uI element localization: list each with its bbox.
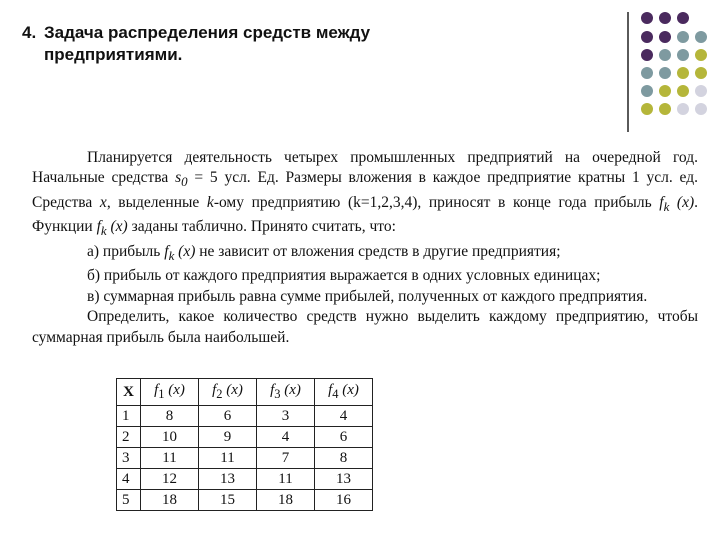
cell-f1: 18 <box>141 490 199 511</box>
math-arg: (x) <box>338 382 359 398</box>
decor-dot <box>677 49 689 61</box>
math-arg: (x) <box>174 242 196 260</box>
cell-f4: 4 <box>315 406 373 427</box>
table-row <box>117 448 373 469</box>
cell-f2: 13 <box>199 469 257 490</box>
decor-dot <box>659 67 671 79</box>
math-sub: k <box>168 248 175 263</box>
paragraph-task: Определить, какое количество средств нужно выделить каждому предприятию, чтобы суммарная прибыль была наибольшей. <box>32 308 698 346</box>
condition-c: в) суммарная прибыль равна сумме прибылей, полученных от каждого предприятия. <box>87 287 648 305</box>
decor-dot <box>695 49 707 61</box>
math-f: f <box>212 382 217 398</box>
decor-dot <box>659 31 671 43</box>
slide-title <box>22 22 462 66</box>
condition-a <box>32 242 698 267</box>
cell-f4: 8 <box>315 448 373 469</box>
text-span: , выделенные <box>106 193 207 211</box>
formula-s0 <box>175 169 218 190</box>
profit-table <box>116 378 373 511</box>
cell-f1: 10 <box>141 427 199 448</box>
title-number: 4. <box>22 23 37 42</box>
math-arg: (x) <box>164 382 185 398</box>
header-f4 <box>315 379 373 406</box>
formula-fk <box>659 193 695 214</box>
math-arg: (x) <box>222 382 243 398</box>
cell-x: 4 <box>117 469 141 490</box>
cell-f2: 6 <box>199 406 257 427</box>
math-s: s <box>175 169 182 187</box>
cell-f3: 4 <box>257 427 315 448</box>
math-f: f <box>270 382 275 398</box>
text-span: . Функции <box>32 193 699 236</box>
math-x: x <box>99 193 107 211</box>
decor-dot <box>641 31 653 43</box>
math-sub: k <box>100 223 107 239</box>
cell-f3: 3 <box>257 406 315 427</box>
table-header-row <box>117 379 373 406</box>
math-f: f <box>659 193 664 211</box>
decor-dot <box>659 103 671 115</box>
cell-x: 5 <box>117 490 141 511</box>
decor-dot <box>659 12 671 24</box>
header-f2 <box>199 379 257 406</box>
cell-f2: 15 <box>199 490 257 511</box>
paragraph-intro <box>32 148 698 242</box>
cell-f4: 16 <box>315 490 373 511</box>
math-eq: = 5 <box>187 169 218 187</box>
cell-f4: 6 <box>315 427 373 448</box>
decor-dot <box>641 67 653 79</box>
decor-dot <box>677 67 689 79</box>
table-row <box>117 490 373 511</box>
formula-fk <box>96 218 128 239</box>
math-f: f <box>96 218 101 236</box>
math-f: f <box>154 382 159 398</box>
decor-dot <box>677 31 689 43</box>
math-sub: 0 <box>181 174 188 190</box>
math-arg: (x) <box>106 218 128 236</box>
decor-dot <box>659 49 671 61</box>
cell-f3: 18 <box>257 490 315 511</box>
header-x: X <box>117 379 141 406</box>
formula-fk <box>164 242 196 263</box>
math-arg: (x) <box>280 382 301 398</box>
math-f: f <box>328 382 333 398</box>
decor-dot <box>659 85 671 97</box>
decor-dot-grid <box>641 12 717 122</box>
cell-f1: 11 <box>141 448 199 469</box>
profit-table-wrapper <box>116 378 373 511</box>
cell-x: 2 <box>117 427 141 448</box>
decor-dot <box>695 67 707 79</box>
header-f1 <box>141 379 199 406</box>
table-row <box>117 427 373 448</box>
math-sub: 4 <box>332 387 339 401</box>
table-row <box>117 469 373 490</box>
decor-vertical-line <box>627 12 629 132</box>
cell-f1: 8 <box>141 406 199 427</box>
problem-text <box>32 148 698 348</box>
table-body <box>117 406 373 511</box>
cell-f2: 11 <box>199 448 257 469</box>
decor-dot <box>641 85 653 97</box>
text-span: усл. Ед. Размеры вложения в каждое предприятие кратны 1 усл. ед. Средства <box>32 169 698 211</box>
decor-dot <box>641 12 653 24</box>
decor-dot <box>695 31 707 43</box>
math-sub: 3 <box>274 387 281 401</box>
condition-b: б) прибыль от каждого предприятия выражается в одних условных единицах; <box>87 267 601 285</box>
text-span: заданы таблично. Принято считать, что: <box>127 218 396 236</box>
math-arg: (x) <box>669 193 695 211</box>
decor-dot <box>695 85 707 97</box>
cell-f3: 11 <box>257 469 315 490</box>
math-sub: 2 <box>216 387 223 401</box>
title-line-2: предприятиями. <box>44 45 183 64</box>
decor-dot <box>641 49 653 61</box>
math-sub: k <box>663 199 670 214</box>
title-line-1: Задача распределения средств между <box>44 23 371 42</box>
text-span: не зависит от вложения средств в другие предприятия; <box>195 242 561 260</box>
header-f3 <box>257 379 315 406</box>
text-span: а) прибыль <box>87 242 165 260</box>
math-k: k <box>206 193 214 211</box>
cell-f3: 7 <box>257 448 315 469</box>
cell-f4: 13 <box>315 469 373 490</box>
text-span: -ому предприятию (k=1,2,3,4), приносят в конце года прибыль <box>213 193 660 211</box>
math-sub: 1 <box>158 387 165 401</box>
cell-f2: 9 <box>199 427 257 448</box>
cell-f1: 12 <box>141 469 199 490</box>
decor-dot <box>677 103 689 115</box>
math-f: f <box>164 242 169 260</box>
table-row <box>117 406 373 427</box>
text-span: Планируется деятельность четырех промышленных предприятий на очередной год. Начальные средства <box>32 149 698 187</box>
decor-dot <box>677 12 689 24</box>
cell-x: 1 <box>117 406 141 427</box>
decor-dot <box>677 85 689 97</box>
cell-x: 3 <box>117 448 141 469</box>
decor-dot <box>695 103 707 115</box>
decor-dot <box>641 103 653 115</box>
